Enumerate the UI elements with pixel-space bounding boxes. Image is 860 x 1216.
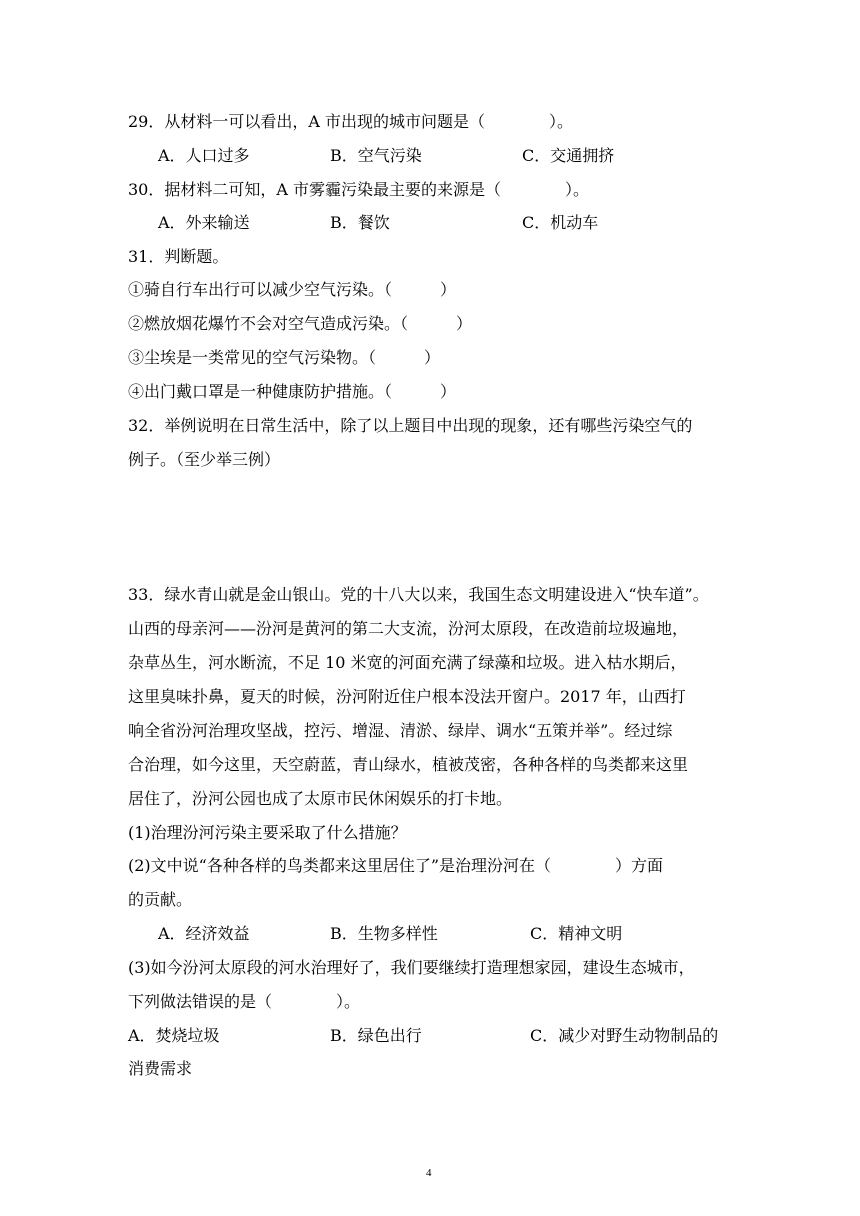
- q33-line-5: 响全省汾河治理攻坚战，控污、增湿、清淤、绿岸、调水“五策并举”。经过综: [128, 721, 673, 740]
- page-number: 4: [426, 1167, 432, 1179]
- q30-option-a: A．外来输送: [158, 213, 250, 232]
- q33-sub3-option-c: C．减少对野生动物制品的: [530, 1026, 719, 1045]
- q33-sub2-option-c: C．精神文明: [530, 924, 623, 943]
- q30-option-c: C．机动车: [522, 213, 599, 232]
- q33-sub2-line-1: (2)文中说“各种各样的鸟类都来这里居住了”是治理汾河在（ ）方面: [128, 856, 664, 875]
- q32-line-1: 32．举例说明在日常生活中，除了以上题目中出现的现象，还有哪些污染空气的: [128, 416, 693, 435]
- q29-option-b: B．空气污染: [330, 146, 422, 165]
- q29-option-c: C．交通拥挤: [522, 146, 615, 165]
- q31-item-2: ②燃放烟花爆竹不会对空气造成污染。（ ）: [128, 314, 473, 333]
- q33-line-3: 杂草丛生，河水断流，不足 10 米宽的河面充满了绿藻和垃圾。进入枯水期后，: [128, 653, 687, 672]
- q32-line-2: 例子。（至少举三例）: [128, 450, 281, 469]
- q33-line-2: 山西的母亲河——汾河是黄河的第二大支流，汾河太原段，在改造前垃圾遍地，: [128, 619, 689, 638]
- q33-sub3-line-1: (3)如今汾河太原段的河水治理好了，我们要继续打造理想家园，建设生态城市，: [128, 958, 695, 977]
- q33-sub3-option-b: B．绿色出行: [330, 1026, 422, 1045]
- q31-item-1: ①骑自行车出行可以减少空气污染。（ ）: [128, 280, 457, 299]
- q29-stem: 29．从材料一可以看出，A 市出现的城市问题是（ ）。: [128, 112, 574, 131]
- q33-sub2-line-2: 的贡献。: [128, 890, 193, 909]
- q33-sub3-line-2: 下列做法错误的是（ ）。: [128, 992, 361, 1011]
- q31-item-4: ④出门戴口罩是一种健康防护措施。（ ）: [128, 382, 457, 401]
- q33-line-7: 居住了，汾河公园也成了太原市民休闲娱乐的打卡地。: [128, 789, 513, 808]
- q33-line-6: 合治理，如今这里，天空蔚蓝，青山绿水，植被茂密，各种各样的鸟类都来这里: [128, 755, 689, 774]
- q31-stem: 31．判断题。: [128, 247, 229, 266]
- q33-sub2-option-b: B．生物多样性: [330, 924, 438, 943]
- q33-line-1: 33．绿水青山就是金山银山。党的十八大以来，我国生态文明建设进入“快车道”。: [128, 585, 709, 604]
- q29-option-a: A．人口过多: [158, 146, 250, 165]
- q33-sub2-option-a: A．经济效益: [158, 924, 250, 943]
- q33-sub3-option-a: A．焚烧垃圾: [128, 1026, 220, 1045]
- q30-option-b: B．餐饮: [330, 213, 390, 232]
- q33-sub1: (1)治理汾河污染主要采取了什么措施？: [128, 823, 407, 842]
- q33-sub3-option-c-continued: 消费需求: [128, 1059, 193, 1078]
- q30-stem: 30．据材料二可知，A 市雾霾污染最主要的来源是（ ）。: [128, 180, 590, 199]
- q33-line-4: 这里臭味扑鼻，夏天的时候，汾河附近住户根本没法开窗户。2017 年，山西打: [128, 687, 686, 706]
- q31-item-3: ③尘埃是一类常见的空气污染物。（ ）: [128, 348, 441, 367]
